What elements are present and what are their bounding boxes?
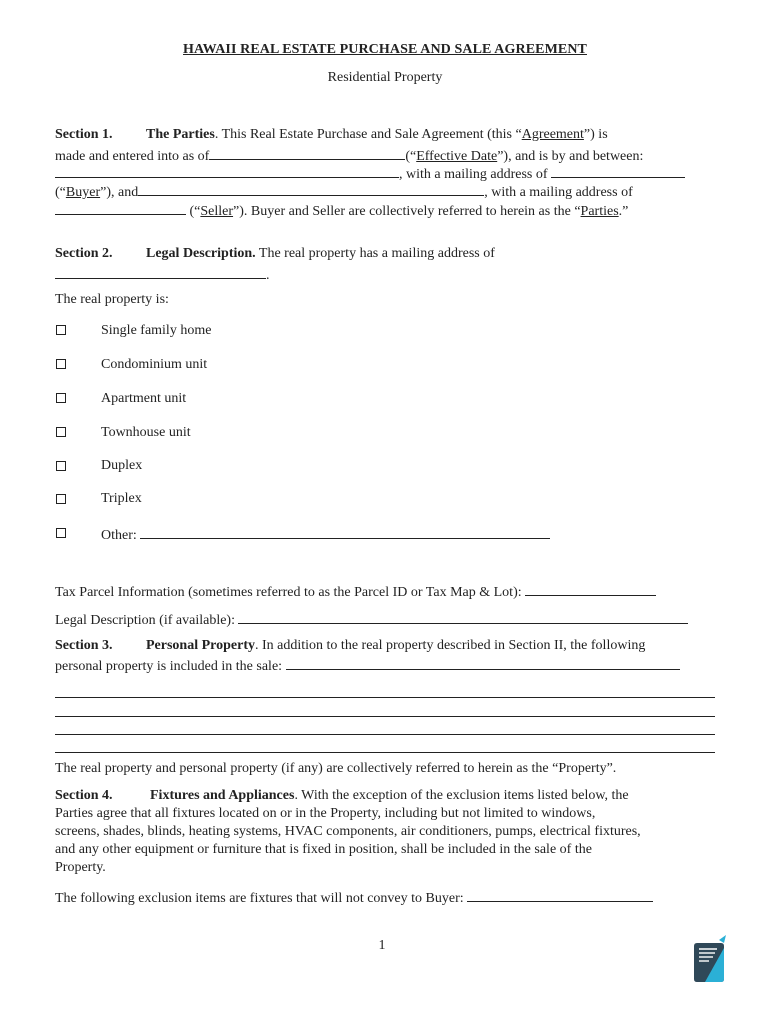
personal-property-label: personal property is included in the sale: [55,659,283,674]
property-type-intro: The real property is: [55,292,169,307]
checkbox-other[interactable] [56,528,66,538]
section4-heading: Fixtures and Appliances [150,788,295,803]
section4-text: . With the exception of the exclusion items listed below, the [294,788,629,803]
effective-date-field[interactable] [209,145,405,160]
section1-line4 [55,181,633,202]
section4-line5: Property. [55,860,106,875]
checkbox-apartment[interactable] [56,393,66,403]
effective-date-suffix: ”), and is by and between: [497,149,644,164]
effective-date-prefix: made and entered into as of [55,149,210,164]
section2-heading: Legal Description. [146,246,256,261]
section3-text: . In addition to the real property described in Section II, the following [255,638,646,653]
section4-line3: screens, shades, blinds, heating systems, HVAC components, air conditioners, pumps, electrical fixtures, [55,824,641,839]
other-field[interactable] [140,524,550,539]
exclusions-field[interactable] [467,887,653,902]
section4-line1 [55,787,629,805]
section3-label: Section 3. [55,638,113,653]
section4-line2: Parties agree that all fixtures located on or in the Property, including but not limited to windows, [55,806,596,821]
section1-text-end: ”) is [583,127,608,142]
seller-open: (“ [186,204,201,219]
checkbox-single-family[interactable] [56,325,66,335]
buyer-term: Buyer [65,185,101,200]
parties-end: .” [618,204,629,219]
document-title: HAWAII REAL ESTATE PURCHASE AND SALE AGREEMENT [183,42,587,57]
agreement-term: Agreement [521,127,584,142]
buyer-address-field[interactable] [551,163,685,178]
option-triplex: Triplex [101,491,142,506]
property-address-end: . [266,268,270,283]
buyer-open: (“ [55,185,66,200]
personal-property-line-4[interactable] [55,752,715,753]
seller-address-prefix: , with a mailing address of [484,185,633,200]
legal-desc-line [55,609,688,630]
buyer-address-prefix: , with a mailing address of [399,167,548,182]
section1-text: . This Real Estate Purchase and Sale Agreement (this “ [214,127,522,142]
buyer-name-field[interactable] [55,163,399,178]
parties-term: Parties [580,204,619,219]
checkbox-condominium[interactable] [56,359,66,369]
page-number: 1 [378,938,386,953]
checkbox-triplex[interactable] [56,494,66,504]
personal-property-line-3[interactable] [55,734,715,735]
tax-parcel-label: Tax Parcel Information (sometimes referred to as the Parcel ID or Tax Map & Lot): [55,585,522,600]
section1-label: Section 1. [55,127,113,142]
personal-property-line-1[interactable] [55,697,715,698]
section3-line2 [55,655,680,676]
option-townhouse: Townhouse unit [101,425,191,440]
property-address-field[interactable] [55,264,266,279]
document-logo-icon [691,934,727,984]
section2-line2 [55,264,270,285]
section2-label: Section 2. [55,246,113,261]
section3-line1 [55,637,645,655]
option-apartment: Apartment unit [101,391,187,406]
option-duplex: Duplex [101,458,143,473]
property-collective-note: The real property and personal property (if any) are collectively referred to herein as the “Property”. [55,761,617,776]
tax-parcel-line [55,581,656,602]
seller-address-field[interactable] [55,200,186,215]
effective-date-term: Effective Date [416,149,498,164]
section2-text: The real property has a mailing address of [255,246,495,261]
section2-line1 [55,245,495,263]
section4-label: Section 4. [55,788,113,803]
section1-line5 [55,200,628,221]
section3-heading: Personal Property [146,638,255,653]
option-other-row [101,524,550,545]
personal-property-line-2[interactable] [55,716,715,717]
option-condominium: Condominium unit [101,357,208,372]
seller-name-field[interactable] [138,181,484,196]
section1-heading: The Parties [146,127,215,142]
exclusions-line [55,887,653,908]
parties-text: ”). Buyer and Seller are collectively referred to herein as the “ [233,204,581,219]
section4-line4: and any other equipment or furniture that is fixed in position, shall be included in the sale of the [55,842,592,857]
tax-parcel-field[interactable] [525,581,656,596]
option-single-family: Single family home [101,323,212,338]
buyer-and: ”), and [100,185,139,200]
legal-desc-field[interactable] [238,609,688,624]
seller-term: Seller [200,204,234,219]
effective-date-open: (“ [405,149,417,164]
option-other: Other: [101,528,137,543]
section1-line1 [55,126,608,144]
personal-property-field[interactable] [286,655,680,670]
legal-desc-label: Legal Description (if available): [55,613,235,628]
exclusions-label: The following exclusion items are fixtures that will not convey to Buyer: [55,891,464,906]
checkbox-townhouse[interactable] [56,427,66,437]
checkbox-duplex[interactable] [56,461,66,471]
document-subtitle: Residential Property [327,70,443,85]
